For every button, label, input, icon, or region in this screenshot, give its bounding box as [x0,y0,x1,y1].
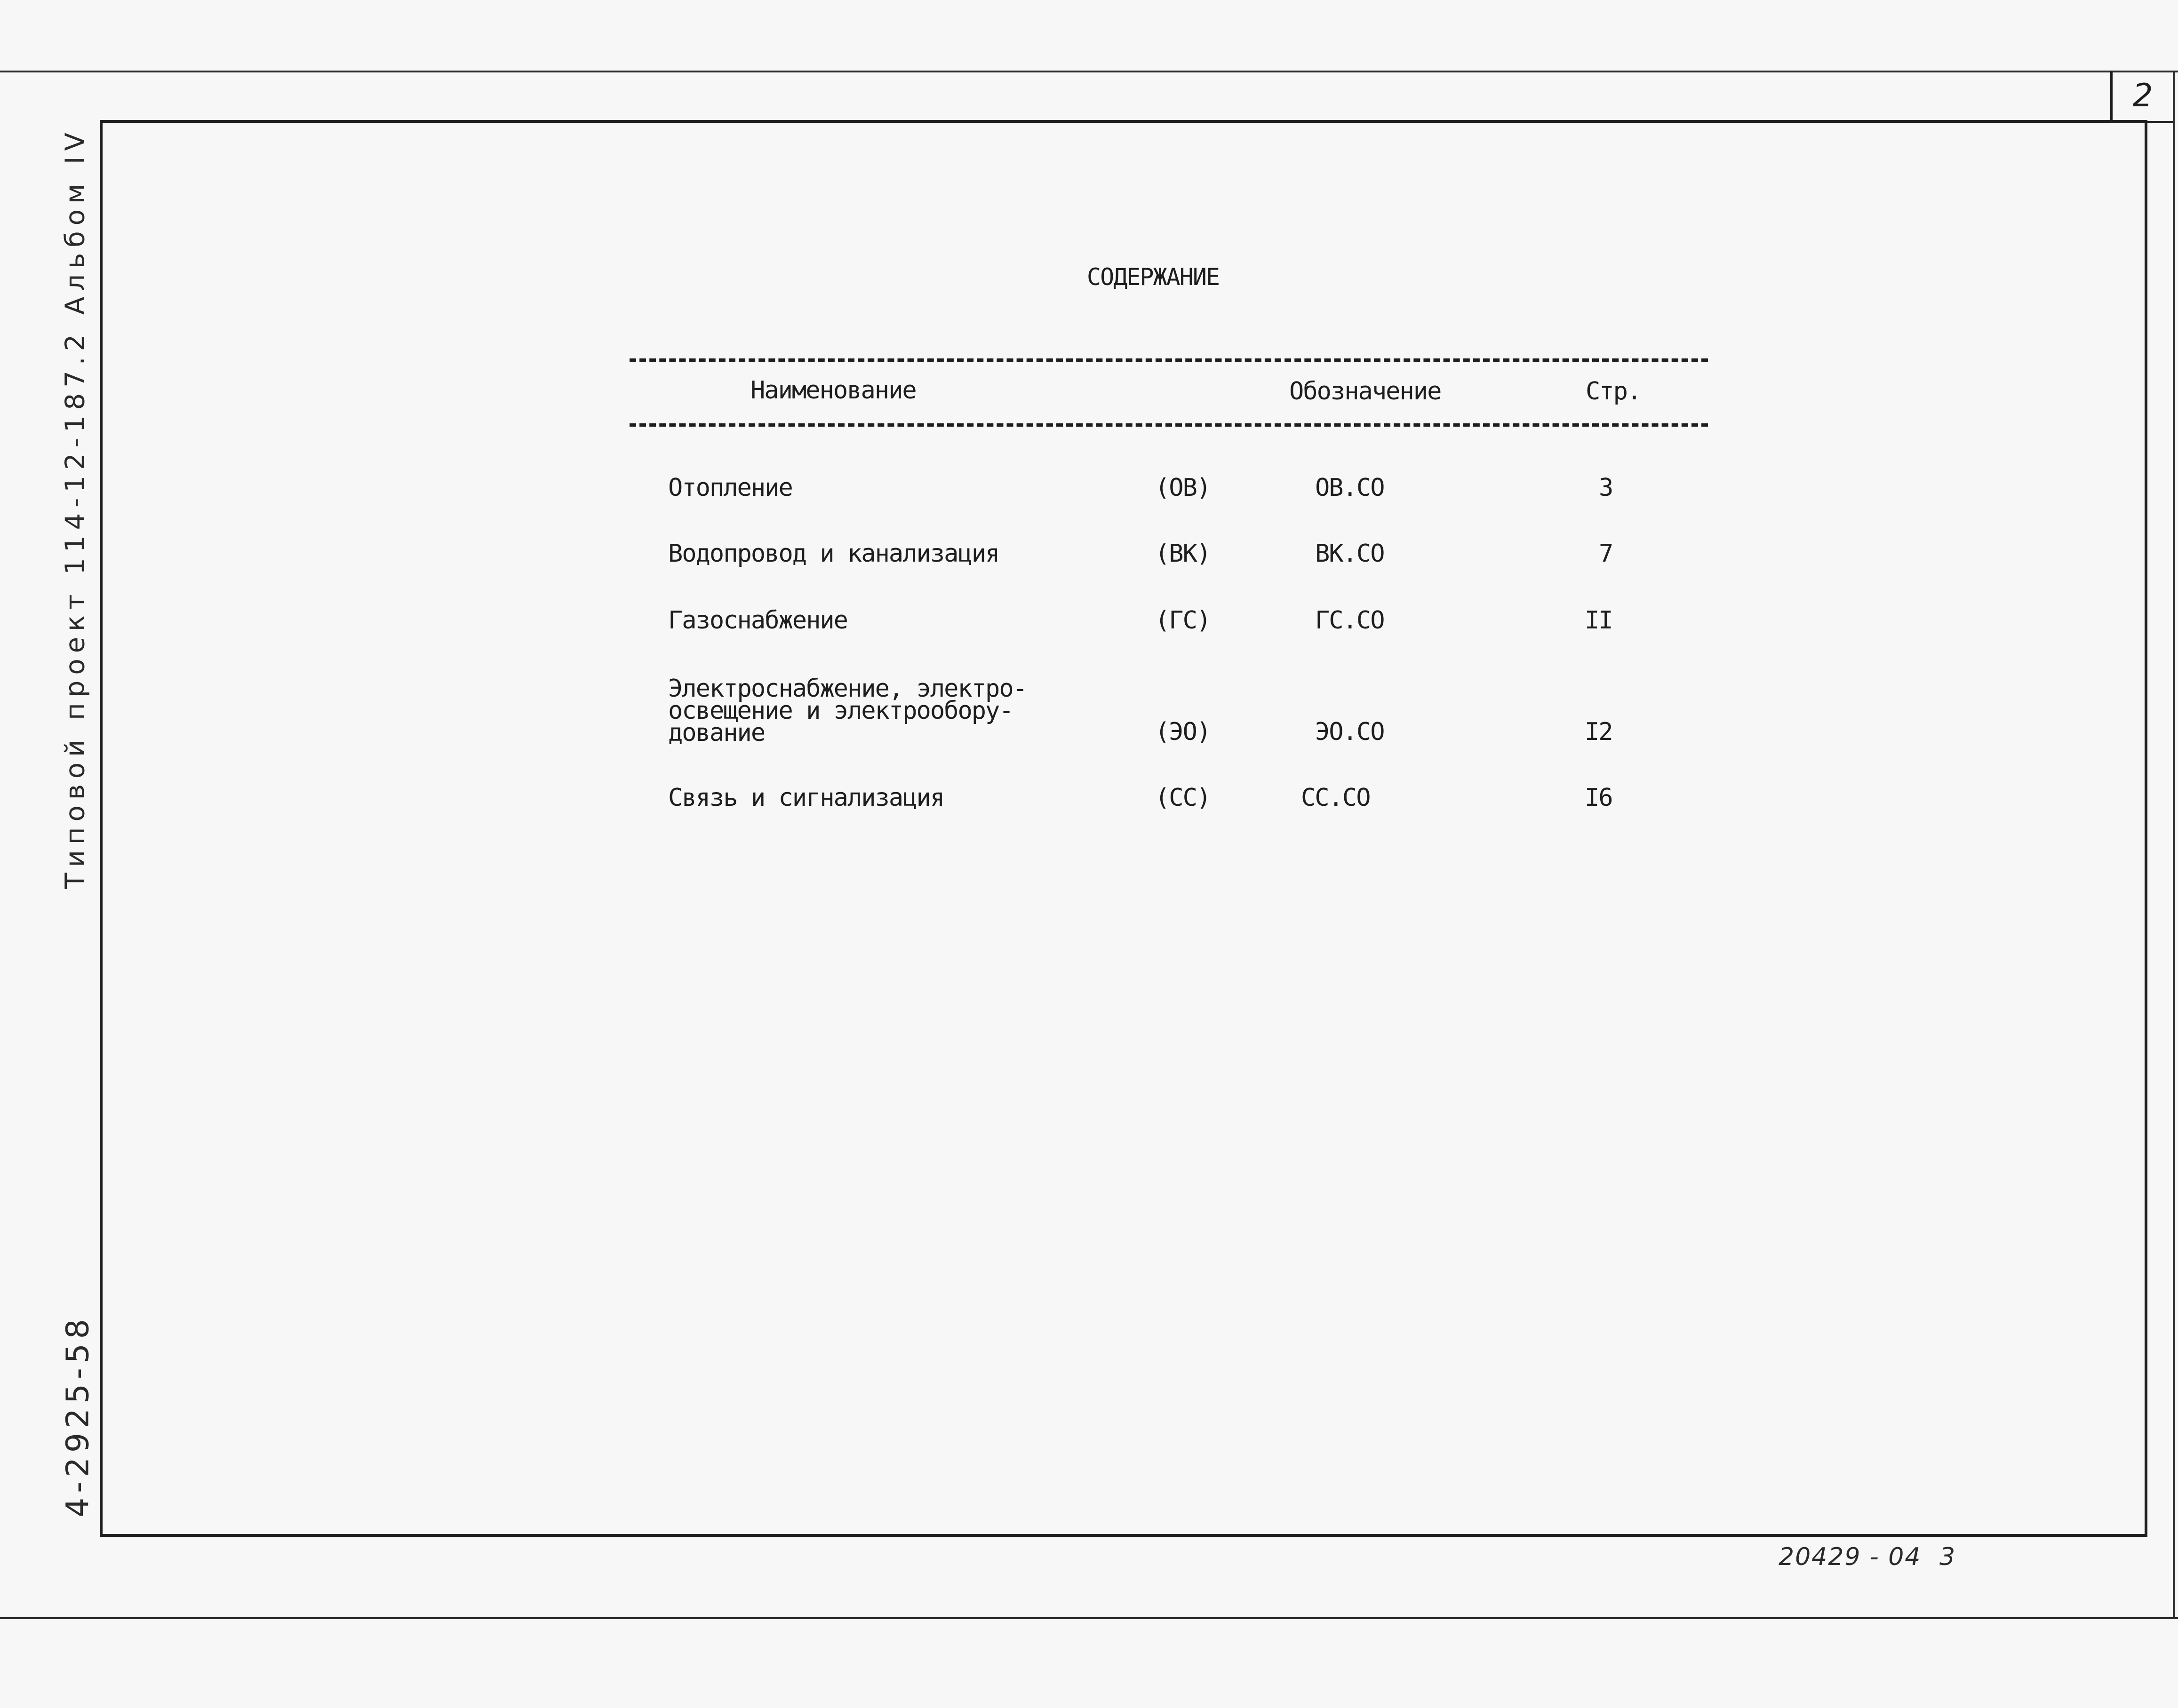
row-abbr: (ВК) [1155,540,1211,568]
table-header-top-rule [630,358,1708,362]
row-name: Связь и сигнализация [668,784,944,812]
row-name: Водопровод и канализация [668,540,999,568]
table-header-bottom-rule [630,423,1708,427]
side-title: Типовой проект 114-12-187.2 Альбом IV [60,127,91,889]
row-page: I6 [1585,784,1612,812]
column-header-designation: Обозначение [1289,377,1441,405]
sheet-edge-right [2173,71,2175,1619]
footer-code: 20429 - 04 [1779,1543,1922,1571]
sheet-edge-top [0,71,2178,72]
row-designation: СС.СО [1301,784,1370,812]
column-header-page: Стр. [1586,377,1641,405]
row-page: I2 [1585,718,1612,746]
row-name: Газоснабжение [668,606,847,635]
sheet-number-box [2110,71,2173,123]
row-page: II [1585,606,1612,635]
row-page: 7 [1599,540,1613,568]
sheet-edge-bottom [0,1617,2178,1619]
row-name-line: дование [668,719,765,747]
page-title: СОДЕРЖАНИЕ [1087,263,1220,291]
row-page: 3 [1599,474,1613,502]
footer-page: 3 [1939,1543,1955,1571]
row-designation: ОВ.СО [1315,474,1384,502]
row-abbr: (СС) [1155,784,1211,812]
row-designation: ГС.СО [1315,606,1384,635]
side-code: 4-2925-58 [59,1314,96,1517]
column-header-name: Наименование [750,376,916,405]
row-abbr: (ЭО) [1155,718,1211,746]
row-abbr: (ОВ) [1155,474,1211,502]
row-designation: ЭО.СО [1315,718,1384,746]
row-name: Отопление [668,474,792,502]
sheet-number: 2 [2132,77,2153,114]
row-designation: ВК.СО [1315,540,1384,568]
row-name-line: освещение и электрообору- [668,697,1013,725]
drawing-frame [100,120,2147,1537]
row-name-line: Электроснабжение, электро- [668,675,1027,703]
row-abbr: (ГС) [1155,606,1211,635]
